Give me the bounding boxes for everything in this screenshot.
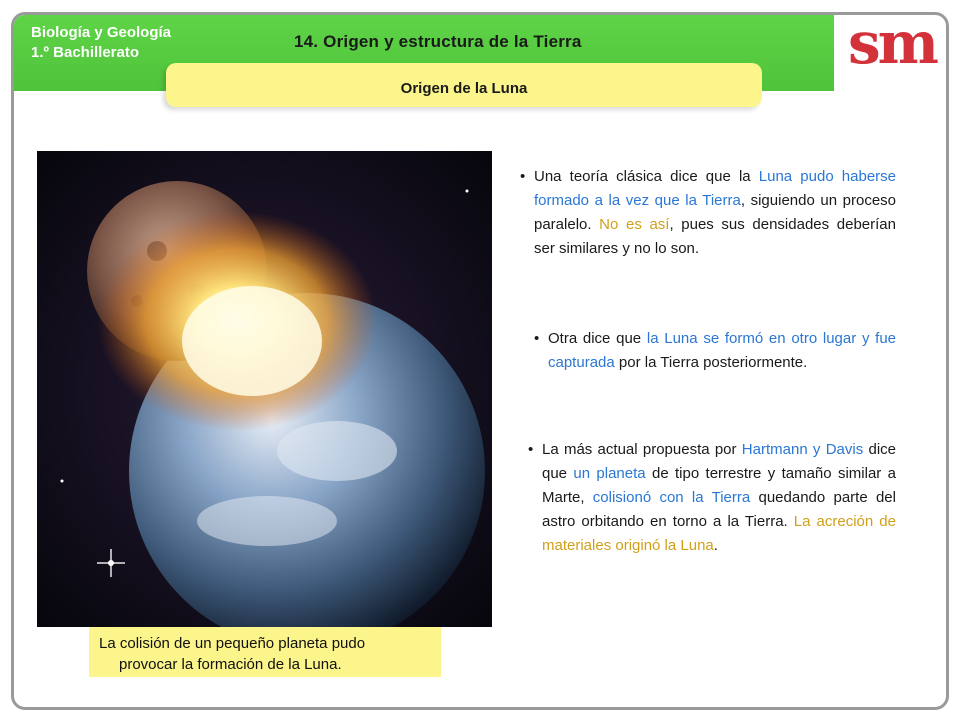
bullet-item [520, 438, 896, 558]
bullet-text [520, 165, 896, 261]
bullet-text-segment: Hartmann y Davis [741, 441, 864, 458]
subtitle-bar [166, 63, 762, 107]
planet-collision-image [37, 151, 492, 627]
bullet-text-segment: quedando parte del astro orbitando en torno a la Tierra. [542, 489, 896, 530]
bullet-text-segment: un planeta [573, 465, 646, 482]
bullet-item [520, 165, 896, 261]
bullet-text-segment: por la Tierra posteriormente. [614, 354, 808, 371]
section-subtitle: Origen de la Luna [400, 80, 528, 97]
bullet-text-segment: dice que [542, 441, 896, 482]
planet-collision-icon [37, 151, 492, 627]
publisher-logo [834, 12, 946, 93]
bullet-text-segment: , pues sus densidades deberían ser similares y no lo son. [534, 216, 896, 257]
bullet-text-segment: La más actual propuesta por [542, 441, 742, 458]
subject-line1: Biología y Geología [31, 24, 172, 41]
bullet-text-segment: la Luna se formó en otro lugar y fue capturada [548, 330, 897, 371]
bullet-dot-icon: • [520, 168, 526, 185]
bullet-text [520, 438, 896, 558]
bullet-dot-icon: • [534, 330, 540, 347]
image-caption [99, 633, 439, 675]
logo-text: sm [848, 12, 937, 77]
bullet-text-segment: Una teoría clásica dice que la [534, 168, 759, 185]
bullet-text-segment: . [713, 537, 718, 554]
subject-label [31, 23, 171, 63]
bullet-text-segment: , siguiendo un proceso paralelo. [534, 192, 897, 233]
caption-line2: provocar la formación de la Luna. [119, 656, 342, 673]
bullet-text [520, 327, 896, 375]
bullet-text-segment: Luna pudo haberse formado a la vez que la Tierra [534, 168, 897, 209]
bullet-text-segment: Otra dice que [548, 330, 647, 347]
bullet-dot-icon: • [528, 441, 534, 458]
page-title: 14. Origen y estructura de la Tierra [294, 32, 582, 51]
bullet-text-segment: de tipo terrestre y tamaño similar a Marte, [542, 465, 896, 506]
bullet-text-segment: colisionó con la Tierra [592, 489, 751, 506]
caption-line1: La colisión de un pequeño planeta pudo [99, 635, 366, 652]
subject-line2: 1.º Bachillerato [31, 44, 140, 61]
bullet-item [520, 327, 896, 375]
image-caption-box [89, 627, 441, 677]
bullet-text-segment: La acreción de materiales originó la Luna [542, 513, 896, 554]
bullet-text-segment: No es así [599, 216, 670, 233]
